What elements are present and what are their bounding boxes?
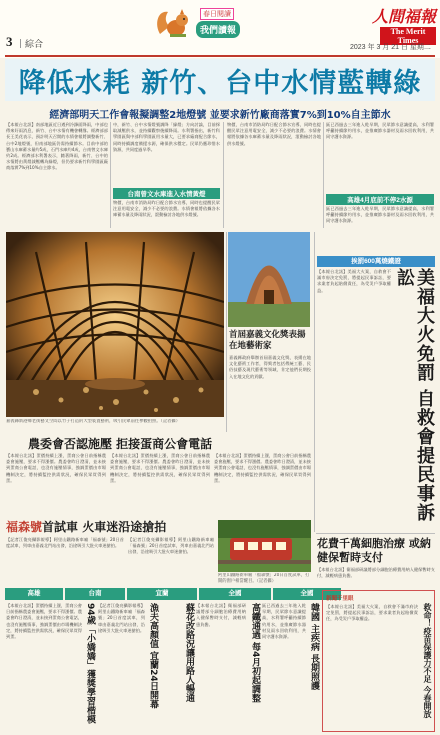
train-photo — [218, 520, 311, 572]
cart-body: 【本報台北訊】衛福部研議將部分細胞治療費用納入健保暫時支付，減輕病患負擔。 — [317, 567, 435, 579]
news-box-tag: 新聞千里眼 — [326, 596, 354, 602]
eggs-body-col-2: 【本報台北訊】蛋價持續上漲，蛋商公會日前指稱農委會施壓，要求不得漲價。農委會昨日澄清，並未接到蛋商公會電話，也沒有施壓情事，強調蛋價由市場機制決定，將持續監控供需狀況，確保民眾買得到蛋。 — [110, 453, 210, 483]
bottom-head-3: 蘇花改路況讓用路人暢通 — [184, 603, 194, 702]
col-divider — [110, 122, 111, 228]
blurb-main-label: 我們讀報 — [196, 21, 240, 38]
lead-headline: 降低水耗 新竹、台中水情藍轉綠 — [18, 68, 422, 99]
col-divider — [223, 122, 224, 228]
right-story-tag: 挨罰600萬燒鐵證 — [317, 256, 435, 267]
train-headline-rest: 首試車 火車迷沿途搶拍 — [42, 520, 167, 534]
side-story-body: 嘉義縣政府舉辦首屆嘉義文化獎，表揚在地文化藝術工作者，得獎者包括傳統工藝、民俗技藝及現代藝術等領域，肯定他們長期投入在地文化的貢獻。 — [229, 355, 311, 379]
squirrel-illustration-icon — [152, 4, 194, 40]
main-photo — [6, 232, 224, 417]
train-photo-art — [218, 520, 311, 572]
highlight-tag: 高雄4月底前不停2水源 — [326, 194, 434, 205]
bottom-tag-3: 宜蘭 — [127, 588, 197, 600]
bottom-head-4: 高鐵通過 每4月初起調整 — [250, 603, 260, 703]
lead-body-col-4: 區已西過去三年進入乾旱期，民眾節水意識提高，水利署呼籲持續節約用水，並推廣節水器材及雨水回收利用，共同守護水資源。 — [326, 122, 434, 140]
bamboo-dome-photo — [6, 232, 224, 417]
eggs-body-col-1: 【本報台北訊】蛋價持續上漲，蛋商公會日前指稱農委會施壓，要求不得漲價。農委會昨日澄清，並未接到蛋商公會電話，也沒有施壓情事，強調蛋價由市場機制決定，將持續監控供需狀況，確保民眾買得到蛋。 — [6, 453, 106, 483]
lead-body-col-1: 【本報台北訊】南部地區近日遇到冷鋒面降雨，中部也傳來好雨消息，新竹、台中水情有機會轉緣。經濟部部長王美花表示，預計明天召開的水情會報將調整新竹、台中2地燈號，但南部地區仍需持續節水。目前中部的寶山水庫蓄水量約5成，石門水庫約4成，台南曾文水庫約2成。經濟部水利署表示，隨著降雨，新竹、台中的水情將由黃燈減壓轉為綠燈，但仍要求新竹科學園區廠商落實7%到10%自主節水。 — [6, 122, 108, 171]
right-vertical-headline: 美福大火免罰 自救會提民事訴訟 — [394, 268, 435, 523]
row-divider — [316, 533, 435, 534]
logo-chinese: 人間福報 — [371, 7, 436, 26]
news-box-body: 【本報台北訊】美福大火案，自救會不滿市府決定免罰，將提起民事訴訟，要求業者負起賠償責任，為受災戶爭取權益。 — [326, 604, 418, 622]
photo-tag: 台南曾文水庫進入水情黃燈 — [113, 188, 220, 199]
bottom-tag-1: 高雄 — [5, 588, 63, 600]
right-story-body: 【本報台北訊】美福大火案，自救會不滿市府決定免罰，將提起民事訴訟，要求業者負起賠償責任，為受災戶爭取權益。 — [317, 269, 391, 293]
masthead — [0, 0, 440, 58]
dateline: 2023 年 3 月 21 日 星期二 — [350, 44, 431, 51]
train-headline-highlight: 福森號 — [6, 520, 43, 534]
train-headline — [6, 518, 166, 535]
side-photo — [228, 232, 310, 327]
bottom-body-2: 【記者江俊亮攝影報導】阿里山鐵路新車廂「福森號」20日首度試車，列車由嘉義北門站出發，沿途吸引大批火車迷搶拍。 — [98, 603, 145, 633]
bottom-tag-2: 台南 — [65, 588, 125, 600]
col-divider — [323, 122, 324, 228]
col-divider — [314, 232, 315, 532]
section-name: 綜合 — [20, 37, 43, 50]
bottom-body-1: 【本報台北訊】蛋價持續上漲，蛋商公會日前指稱農委會施壓，要求不得漲價。農委會昨日澄清，並未接到蛋商公會電話，也沒有施壓情事，強調蛋價由市場機制決定，將持續監控供需狀況，確保民眾買得到蛋。 — [6, 603, 82, 640]
lead-body-col-2: 中，新竹、台中水情燈號調降「綠燈」方向討論，目前採取減壓供水，並持續觀察後續降雨。水利署指出，新竹科學園區與中部科學園區用水量大，已要求廠商配合節水，同時持續調度備援水源，確保供水穩定。民眾仍應珍惜水資源，共同度過旱季。 — [113, 122, 220, 152]
bottom-body-4: 區已西過去三年進入乾旱期，民眾節水意識提高，水利署呼籲持續節約用水，並推廣節水器材及雨水回收利用，共同守護水資源。 — [262, 603, 306, 640]
masthead-rule — [5, 55, 435, 57]
artwork-photo — [228, 232, 310, 327]
main-photo-caption: 嘉義縣新港鄉老街藝文空間以竹子打造的大型裝置藝術，吸引民眾前往參觀拍照。（記者攝） — [6, 419, 181, 424]
cart-headline: 花費千萬細胞治療 或納健保暫時支付 — [317, 537, 431, 564]
train-caption: 阿里山鐵路新車廂「福森號」20日首度試車，打開的窗戶相當醒目。（記者攝） — [218, 573, 310, 584]
train-body: 【記者江俊亮攝影報導】阿里山鐵路新車廂「福森號」20日首度試車，列車由嘉義北門站出發，沿途吸引大批火車迷搶拍。 — [6, 537, 124, 549]
side-story-title: 首屆嘉義文化獎表揚在地藝術家 — [229, 330, 306, 351]
news-box-head: 救命！疫苗保護力不足 今春開放 — [423, 603, 432, 718]
eggs-body-col-3: 【本報台北訊】蛋價持續上漲，蛋商公會日前指稱農委會施壓，要求不得漲價。農委會昨日澄清，並未接到蛋商公會電話，也沒有施壓情事，強調蛋價由市場機制決定，將持續監控供需狀況，確保民眾買得到蛋。 — [214, 453, 311, 483]
col-divider — [226, 232, 227, 432]
highlight-body: 區已西過去三年進入乾旱期，民眾節水意識提高，水利署呼籲持續節約用水，並推廣節水器材及雨水回收利用，共同守護水資源。 — [326, 206, 434, 224]
bottom-head-2: 漁夫高顏值 宜蘭24日開幕 — [148, 603, 158, 709]
reading-blurb — [196, 8, 286, 38]
headline-band — [5, 59, 435, 101]
train-body-2: 【記者江俊亮攝影報導】阿里山鐵路新車廂「福森號」20日首度試車，列車由嘉義北門站出發，沿途吸引大批火車迷搶拍。 — [128, 537, 214, 555]
bottom-head-1: 94歲「小嬌嬌」獲獎學習楷模 — [85, 603, 95, 724]
lead-subhead: 經濟部明天工作會報擬調整2地燈號 並要求新竹廠商落實7%到10%自主節水 — [49, 110, 391, 121]
bottom-body-3: 【本報台北訊】衛福部研議將部分細胞治療費用納入健保暫時支付，減輕病患負擔。 — [196, 603, 246, 627]
blurb-top-label: 春日閱讀 — [200, 8, 234, 20]
newspaper-logo — [360, 4, 436, 45]
bottom-tag-5: 全國 — [273, 588, 341, 600]
lead-body-col-2b: 物價，台南市消防局昨日配合節水宣導，同時也提醒民眾注意用電安全，減少不必要的浪費。水情會報將依據各水庫蓄水量及降雨狀況，滾動檢討各地供水燈號。 — [113, 200, 220, 218]
eggs-headline: 農委會否認施壓 拒接蛋商公會電話 — [28, 437, 213, 451]
logo-english: The Merit Times — [380, 27, 436, 45]
bottom-tag-4: 全國 — [199, 588, 271, 600]
page-number: 3 — [6, 34, 13, 49]
lead-body-col-3: 物價，台南市消防局昨日配合節水宣導，同時也提醒民眾注意用電安全，減少不必要的浪費。水情會報將依據各水庫蓄水量及降雨狀況，滾動檢討各地供水燈號。 — [227, 122, 321, 146]
bottom-head-5: 韓國 主疾病 長期照護 — [309, 603, 319, 691]
